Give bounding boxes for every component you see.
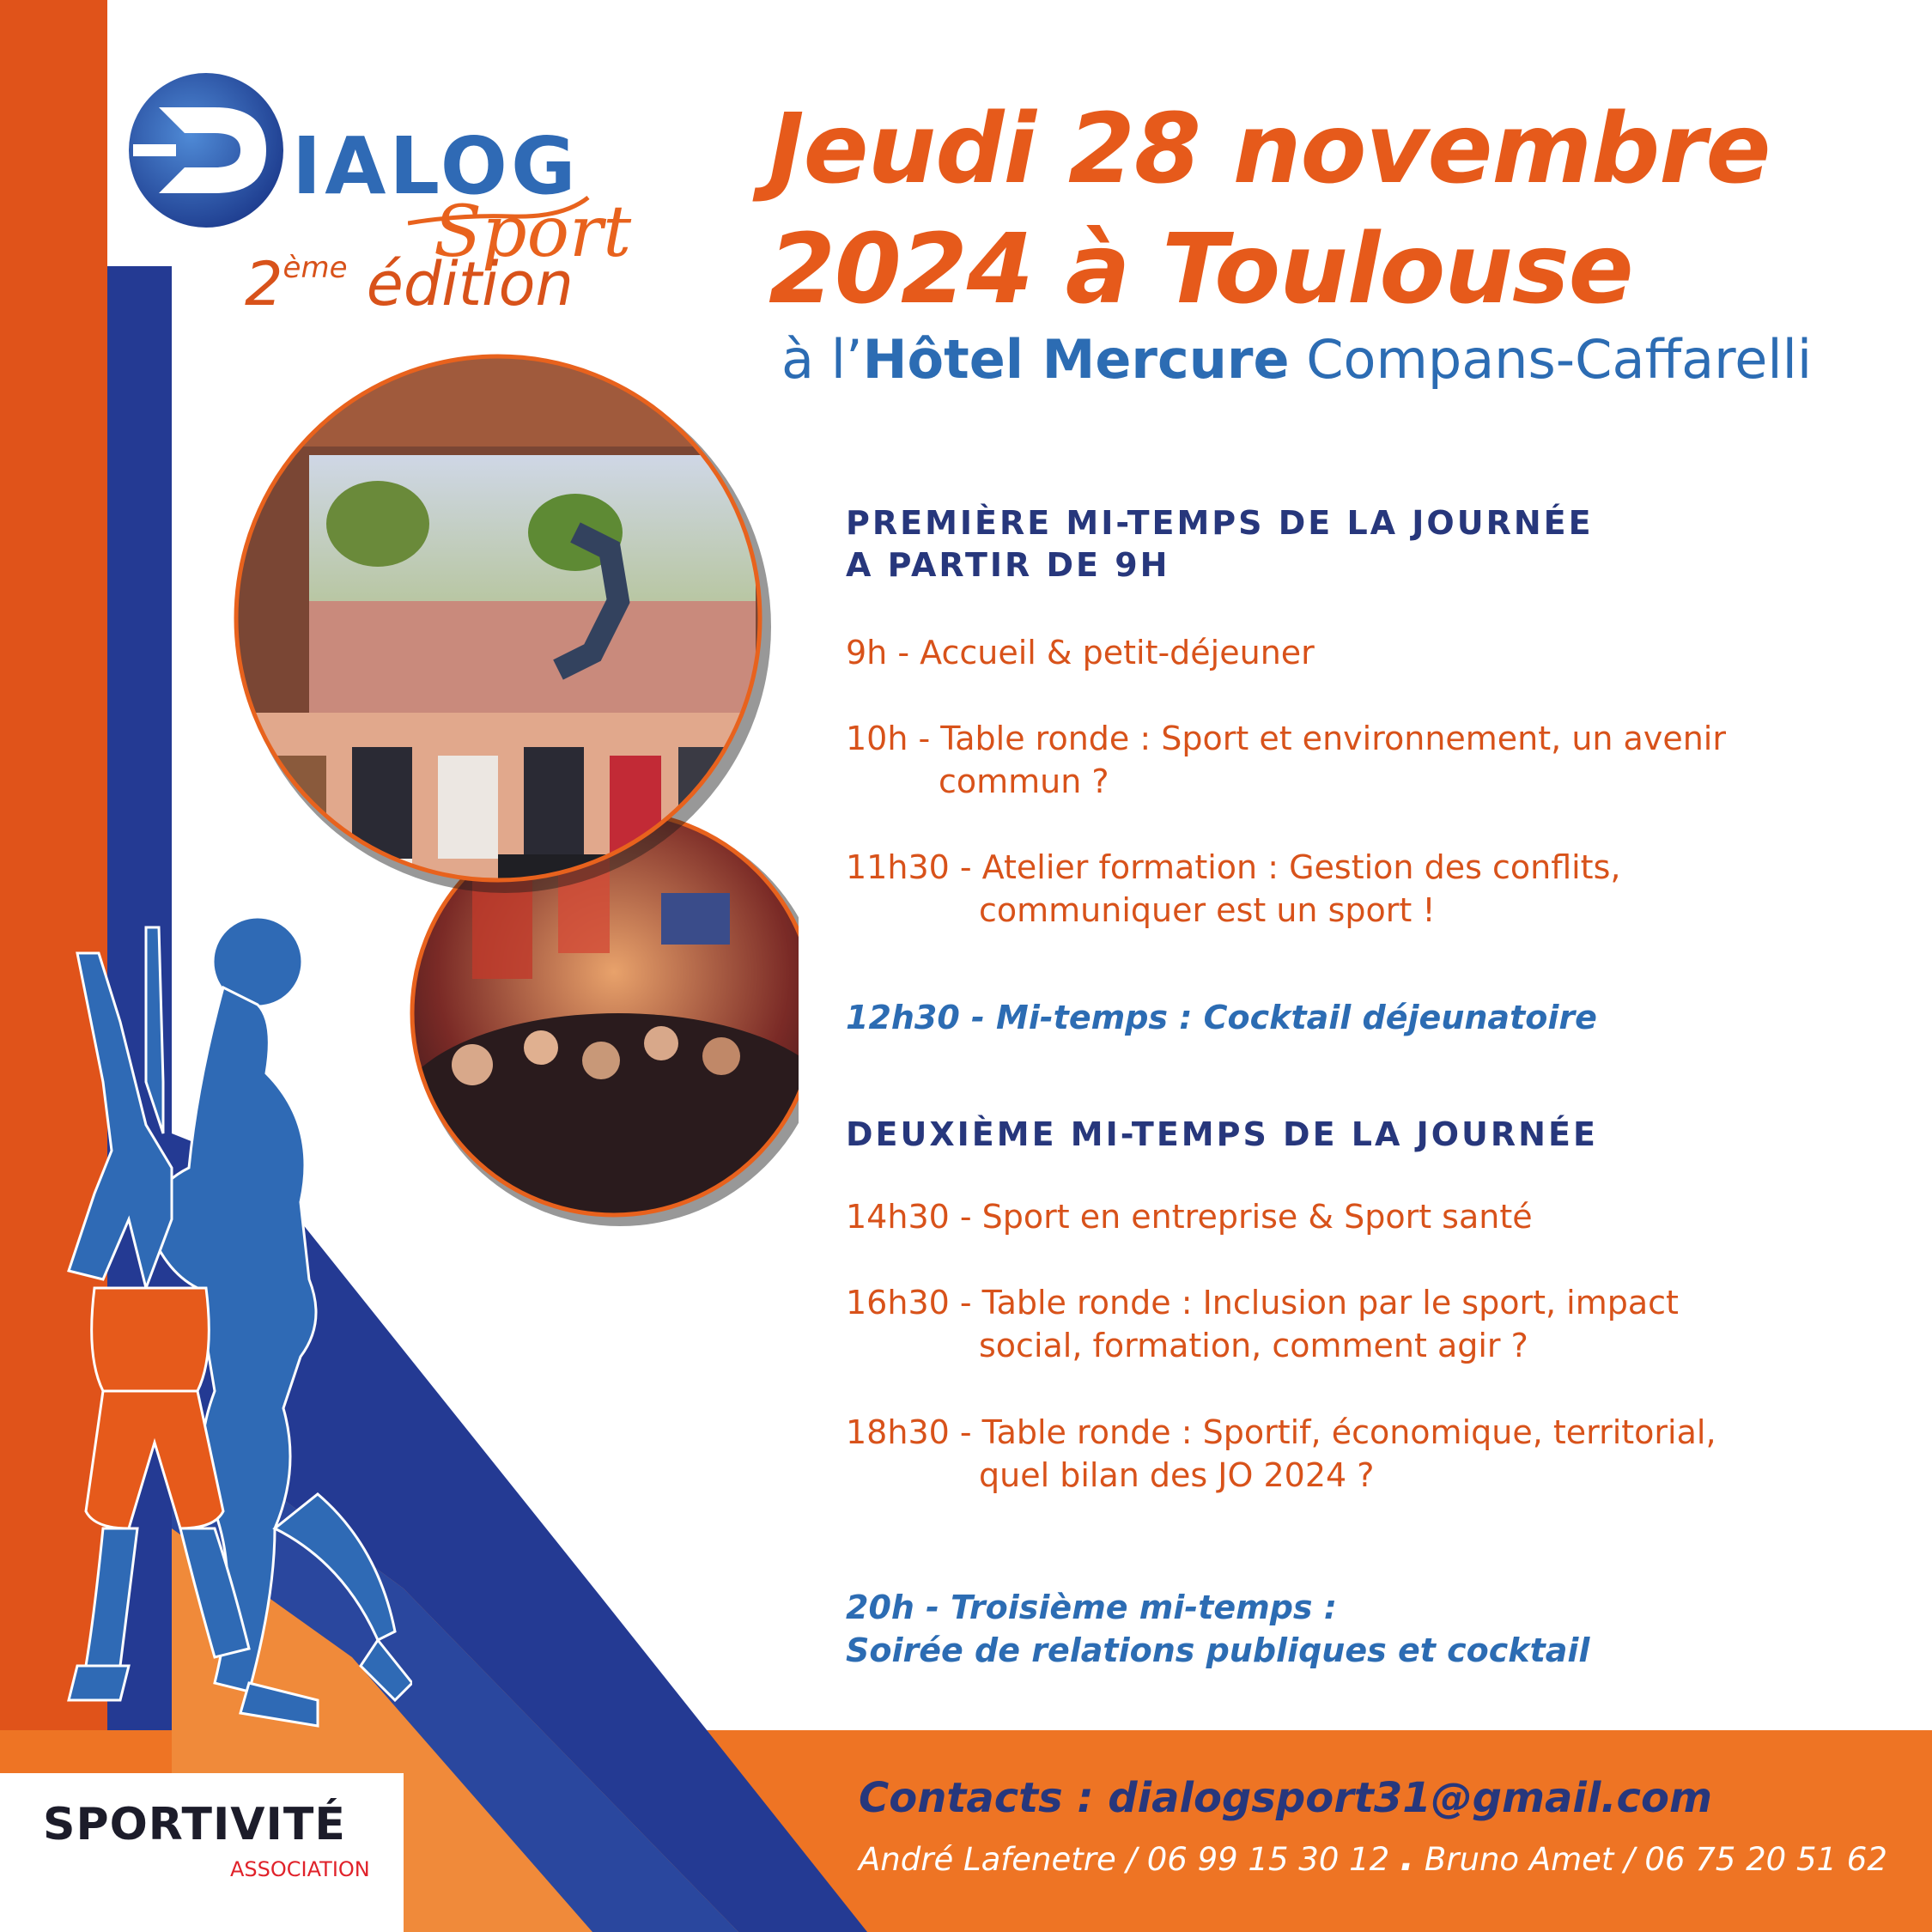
event-venue [781, 328, 1813, 391]
contacts-email: Contacts : dialogsport31@gmail.com [859, 1774, 1712, 1822]
venue-prefix: à l’ [781, 328, 863, 391]
event-date-line1: Jeudi 28 novembre [769, 94, 1771, 205]
basketball-players-icon [17, 910, 412, 1743]
edition-suffix: ème [283, 251, 348, 285]
programme-item-14h30: 14h30 - Sport en entreprise & Sport santé [846, 1198, 1533, 1236]
dialog-sport-logo [125, 69, 632, 326]
edition-label [245, 249, 574, 319]
first-half-heading [846, 502, 1594, 587]
programme-item-20h-line1: 20h - Troisième mi-temps : [846, 1589, 1337, 1626]
programme-item-9h: 9h - Accueil & petit-déjeuner [846, 634, 1315, 671]
sportivite-name: SPORTIVITÉ [43, 1799, 346, 1850]
programme-item-16h30-line2: social, formation, comment agir ? [979, 1327, 1528, 1364]
dialog-d-logo-icon [125, 69, 296, 240]
programme-item-18h30-line1: 18h30 - Table ronde : Sportif, économique, territorial, [846, 1413, 1716, 1451]
programme-item-16h30 [846, 1281, 1679, 1367]
second-half-heading: DEUXIÈME MI-TEMPS DE LA JOURNÉE [846, 1115, 1598, 1153]
logo-brand-sport: Sport [434, 191, 632, 273]
contacts-phones [859, 1836, 1887, 1880]
first-half-heading-line2: A PARTIR DE 9H [846, 546, 1170, 585]
programme-item-18h30 [846, 1411, 1716, 1497]
programme-item-11h30-line1: 11h30 - Atelier formation : Gestion des conflits, [846, 848, 1621, 886]
programme-item-12h30: 12h30 - Mi-temps : Cocktail déjeunatoire [846, 999, 1597, 1036]
programme-item-10h-line1: 10h - Table ronde : Sport et environnement, un avenir [846, 720, 1726, 757]
sportivite-logo [0, 1773, 404, 1932]
sportivite-subtitle: ASSOCIATION [230, 1857, 370, 1881]
programme-item-11h30-line2: communiquer est un sport ! [979, 891, 1436, 929]
programme-item-16h30-line1: 16h30 - Table ronde : Inclusion par le sport, impact [846, 1284, 1679, 1321]
event-date-line2: 2024 à Toulouse [769, 214, 1633, 325]
contact-separator: . [1400, 1836, 1414, 1880]
programme-item-20h-line2: Soirée de relations publiques et cocktail [846, 1631, 1590, 1669]
programme-item-18h30-line2: quel bilan des JO 2024 ? [979, 1456, 1375, 1494]
first-half-heading-line1: PREMIÈRE MI-TEMPS DE LA JOURNÉE [846, 504, 1594, 542]
venue-hotel-name: Hôtel Mercure [862, 328, 1290, 391]
edition-number: 2 [245, 249, 283, 319]
programme-item-11h30 [846, 846, 1620, 932]
programme-item-10h [846, 717, 1726, 803]
venue-suffix: Compans-Caffarelli [1306, 328, 1813, 391]
logo-brand-dialog: IALOG [292, 120, 580, 212]
contact-person-1: André Lafenetre / 06 99 15 30 12 [859, 1841, 1390, 1878]
contact-person-2: Bruno Amet / 06 75 20 51 62 [1424, 1841, 1887, 1878]
programme-item-20h [846, 1586, 1589, 1672]
edition-word: édition [366, 249, 574, 319]
programme-item-10h-line2: commun ? [939, 762, 1109, 800]
photo-conference [215, 343, 799, 910]
